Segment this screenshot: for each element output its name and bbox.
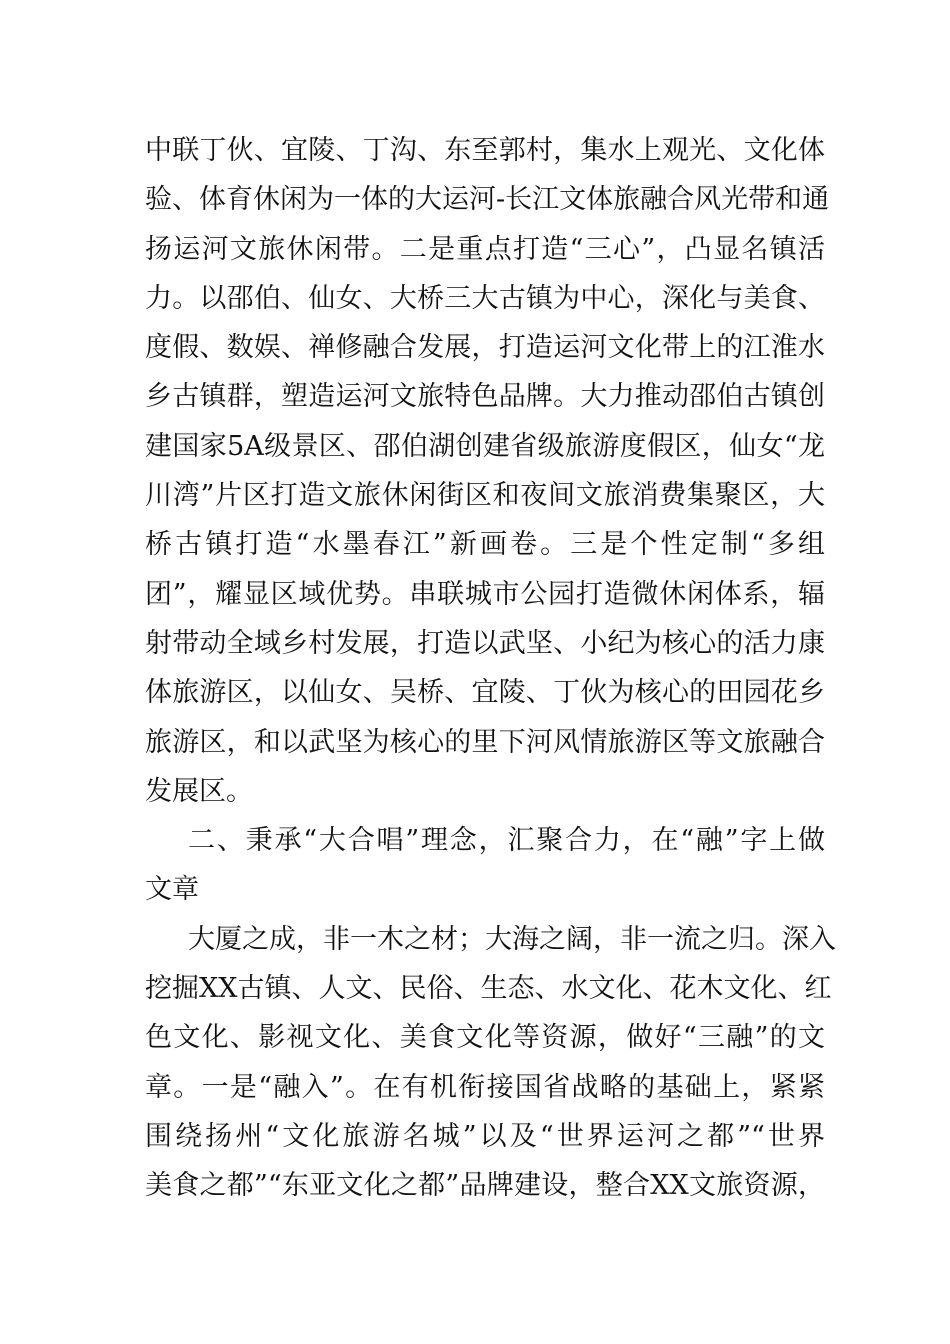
text-line: 中联丁伙、宜陵、丁沟、东至郭村，集水上观光、文化体 [145,135,825,166]
text-line: 体旅游区，以仙女、吴桥、宜陵、丁伙为核心的田园花乡 [145,677,825,709]
heading-line: 文章 [145,874,199,906]
paragraph-1 [145,126,830,816]
text-line: 旅游区，和以武坚为核心的里下河风情旅游区等文旅融合 [145,726,825,758]
text-line: 团”，耀显区域优势。串联城市公园打造微休闲体系，辐 [145,578,825,610]
text-line: 川湾”片区打造文旅休闲街区和夜间文旅消费集聚区，大 [145,480,825,512]
text-line: 挖掘XX古镇、人文、民俗、生态、水文化、花木文化、红 [145,973,832,1005]
section-heading [145,816,825,915]
text-line: 射带动全域乡村发展，打造以武坚、小纪为核心的活力康 [145,627,825,659]
heading-line: 二、秉承“大合唱”理念，汇聚合力，在“融”字上做 [188,825,825,857]
text-line: 建国家5A级景区、邵伯湖创建省级旅游度假区，仙女“龙 [145,430,825,462]
text-line: 围绕扬州“文化旅游名城”以及“世界运河之都”“世界 [145,1120,825,1152]
text-line: 章。一是“融入”。在有机衔接国省战略的基础上，紧紧 [145,1071,825,1103]
text-line: 色文化、影视文化、美食文化等资源，做好“三融”的文 [145,1022,825,1054]
paragraph-2 [145,915,836,1211]
text-line: 乡古镇群，塑造运河文旅特色品牌。大力推动邵伯古镇创 [145,381,825,413]
text-line: 度假、数娱、禅修融合发展，打造运河文化带上的江淮水 [145,332,825,364]
text-line: 力。以邵伯、仙女、大桥三大古镇为中心，深化与美食、 [145,282,825,314]
text-line: 美食之都”“东亚文化之都”品牌建设，整合XX文旅资源， [145,1170,825,1202]
text-line: 桥古镇打造“水墨春江”新画卷。三是个性定制“多组 [145,529,825,561]
text-line: 扬运河文旅休闲带。二是重点打造“三心”，凸显名镇活 [145,233,825,265]
document-body [145,126,836,1211]
text-line: 发展区。 [145,775,253,807]
text-line: 大厦之成，非一木之材；大海之阔，非一流之归。深入 [188,923,836,955]
text-line: 验、体育休闲为一体的大运河-长江文体旅融合风光带和通 [145,184,830,216]
